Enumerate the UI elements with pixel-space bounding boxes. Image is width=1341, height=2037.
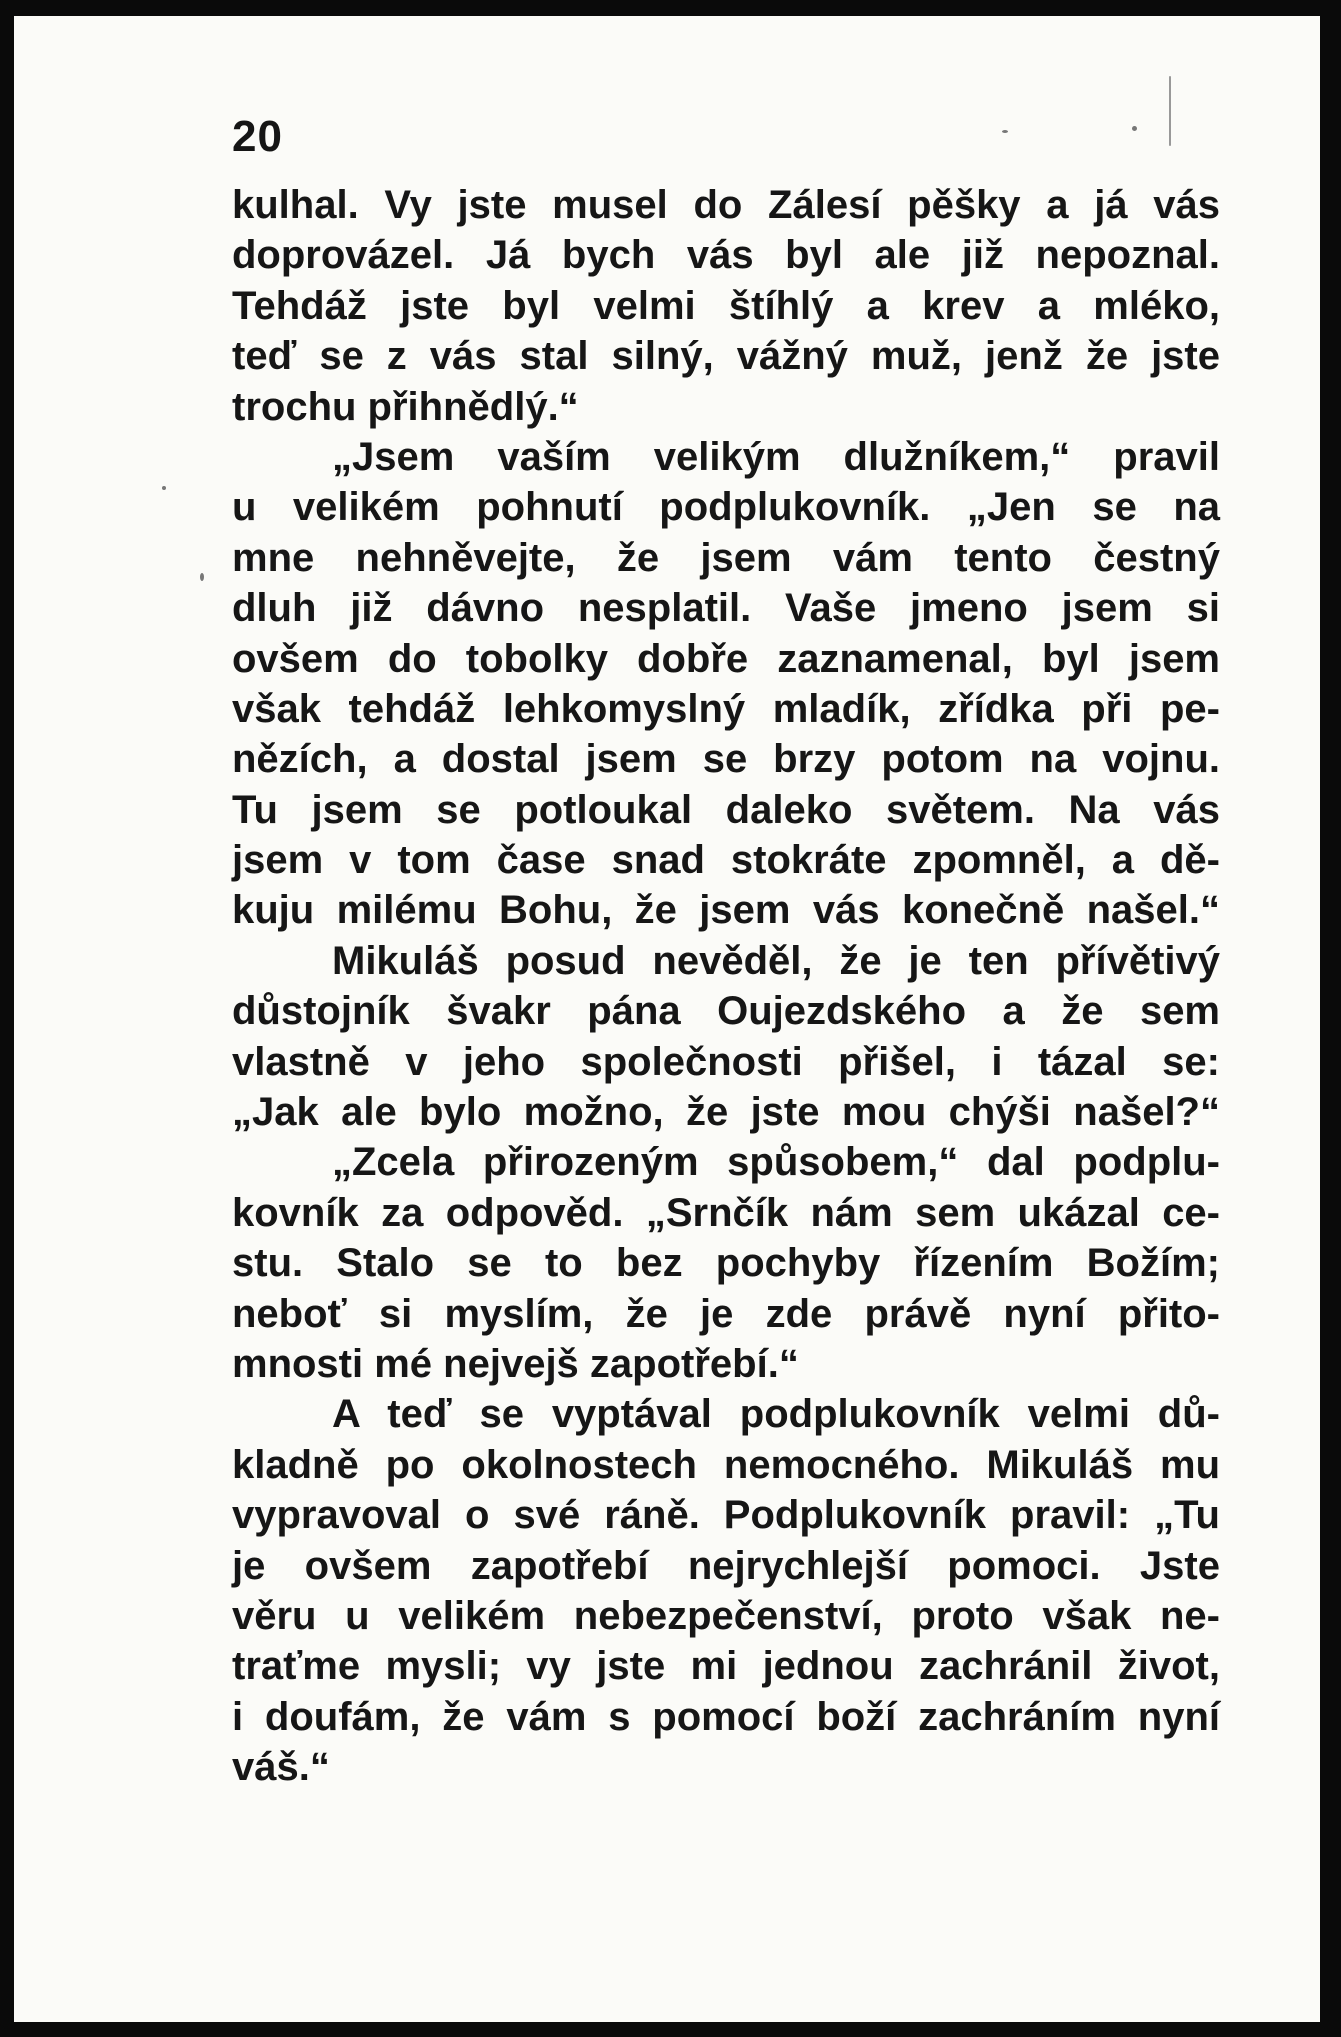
text-line: jsem v tom čase snad stokráte zpomněl, a dě- [232, 838, 1220, 883]
text-line: trochu přihnědlý.“ [232, 384, 579, 429]
text-line: dluh již dávno nesplatil. Vaše jmeno jsem si [232, 586, 1220, 631]
scan-speck [1169, 76, 1171, 146]
text-line: věru u velikém nebezpečenství, proto však ne- [232, 1593, 1220, 1638]
text-line: mne nehněvejte, že jsem vám tento čestný [232, 535, 1220, 580]
text-line: u velikém pohnutí podplukovník. „Jen se na [232, 485, 1220, 530]
text-line: traťme mysli; vy jste mi jednou zachránil život, [232, 1644, 1220, 1689]
page-number: 20 [232, 112, 283, 161]
text-line: vlastně v jeho společnosti přišel, i tázal se: [232, 1039, 1220, 1084]
scan-speck [162, 486, 166, 490]
text-line: vypravoval o své ráně. Podplukovník pravil: „Tu [232, 1493, 1220, 1538]
text-line: teď se z vás stal silný, vážný muž, jenž že jste [232, 334, 1220, 379]
text-line: je ovšem zapotřebí nejrychlejší pomoci. Jste [232, 1543, 1220, 1588]
text-line: stu. Stalo se to bez pochyby řízením Božím; [232, 1241, 1220, 1286]
scan-speck [200, 573, 204, 581]
text-line: neboť si myslím, že je zde právě nyní přito- [232, 1291, 1220, 1336]
text-line: „Jak ale bylo možno, že jste mou chýši našel?“ [232, 1090, 1220, 1135]
text-line: nězích, a dostal jsem se brzy potom na vojnu. [232, 737, 1220, 782]
scan-speck [1002, 130, 1008, 133]
text-line: kladně po okolnostech nemocného. Mikuláš mu [232, 1442, 1220, 1487]
text-line: váš.“ [232, 1745, 330, 1790]
text-line: kulhal. Vy jste musel do Zálesí pěšky a já vás [232, 183, 1220, 227]
scan-speck [1132, 126, 1137, 131]
text-line: důstojník švakr pána Oujezdského a že sem [232, 989, 1220, 1034]
text-line: doprovázel. Já bych vás byl ale již nepoznal. [232, 233, 1220, 278]
text-line: kovník za odpověd. „Srnčík nám sem ukázal ce- [232, 1190, 1220, 1235]
text-line: ovšem do tobolky dobře zaznamenal, byl jsem [232, 636, 1220, 681]
text-line: A teď se vyptával podplukovník velmi dů- [332, 1392, 1220, 1437]
body-text [232, 180, 1220, 1793]
text-line: mnosti mé nejvejš zapotřebí.“ [232, 1341, 799, 1386]
text-line: však tehdáž lehkomyslný mladík, zřídka při pe- [232, 686, 1220, 731]
text-line: Tehdáž jste byl velmi štíhlý a krev a mléko, [232, 283, 1220, 328]
text-line: kuju milému Bohu, že jsem vás konečně našel.“ [232, 888, 1220, 933]
text-line: i doufám, že vám s pomocí boží zachráním nyní [232, 1694, 1220, 1739]
text-line: Tu jsem se potloukal daleko světem. Na vás [232, 787, 1220, 832]
text-line: „Zcela přirozeným spůsobem,“ dal podplu- [332, 1140, 1220, 1185]
text-line: „Jsem vaším velikým dlužníkem,“ pravil [332, 434, 1220, 479]
text-line: Mikuláš posud nevěděl, že je ten přívětivý [332, 938, 1220, 983]
